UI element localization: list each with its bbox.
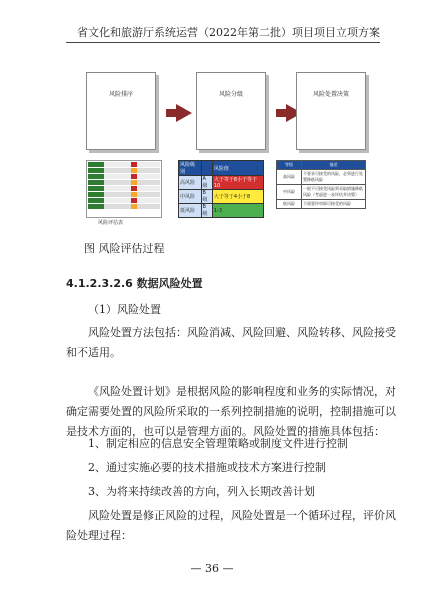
paragraph-subheading: （1）风险处置 xyxy=(88,303,161,316)
risk-level-table: 风险级别 风险值 高风险 A级 大于等于8小于等于10 中风险 B级 大于等于4小于8 低风险 B级 1-3 xyxy=(178,160,264,218)
list-item-3: 3、为将来持续改善的方向，列入长期改善计划 xyxy=(88,485,315,498)
thumbnail-caption: 风险评估表 xyxy=(98,220,124,226)
list-item-2: 2、通过实施必要的技术措施或技术方案进行控制 xyxy=(88,461,326,474)
flow-box-risk-ranking: 风险排序 xyxy=(86,72,156,150)
figure-caption: 图 风险评估过程 xyxy=(84,242,165,255)
list-item-1: 1、制定相应的信息安全管理策略或制度文件进行控制 xyxy=(88,437,348,450)
flow-box-risk-grading: 风险分级 xyxy=(196,72,266,150)
page-header: 省文化和旅游厅系统运营（2022年第二批）项目项目立项方案 xyxy=(77,26,380,39)
paragraph-process: 风险处置是修正风险的过程，风险处置是一个循环过程，评价风险处理过程： xyxy=(66,509,396,542)
risk-assessment-table-thumbnail xyxy=(86,160,162,218)
risk-decision-table: 等级 描述 高风险 不要求可接受的风险，必须进行处置降低风险 中风险 一般不可接受风险须采取措施降低风险（考虑进一步评估并决策） 低风险 不需要评审即可接受的风险 xyxy=(276,160,366,234)
header-rule xyxy=(66,42,380,43)
paragraph-plan: 《风险处置计划》是根据风险的影响程度和业务的实际情况，对确定需要处置的风险所采取的一系列控制措施的说明，控制措施可以是技术方面的，也可以是管理方面的。风险处置的措施具体包括： xyxy=(66,385,396,438)
page-number: — 36 — xyxy=(190,562,234,575)
section-title: 4.1.2.3.2.6 数据风险处置 xyxy=(66,277,203,290)
paragraph-methods: 风险处置方法包括：风险消减、风险回避、风险转移、风险接受和不适用。 xyxy=(66,326,396,359)
flow-box-risk-decision: 风险处置决策 xyxy=(296,72,366,150)
flow-arrow-1 xyxy=(176,104,192,122)
